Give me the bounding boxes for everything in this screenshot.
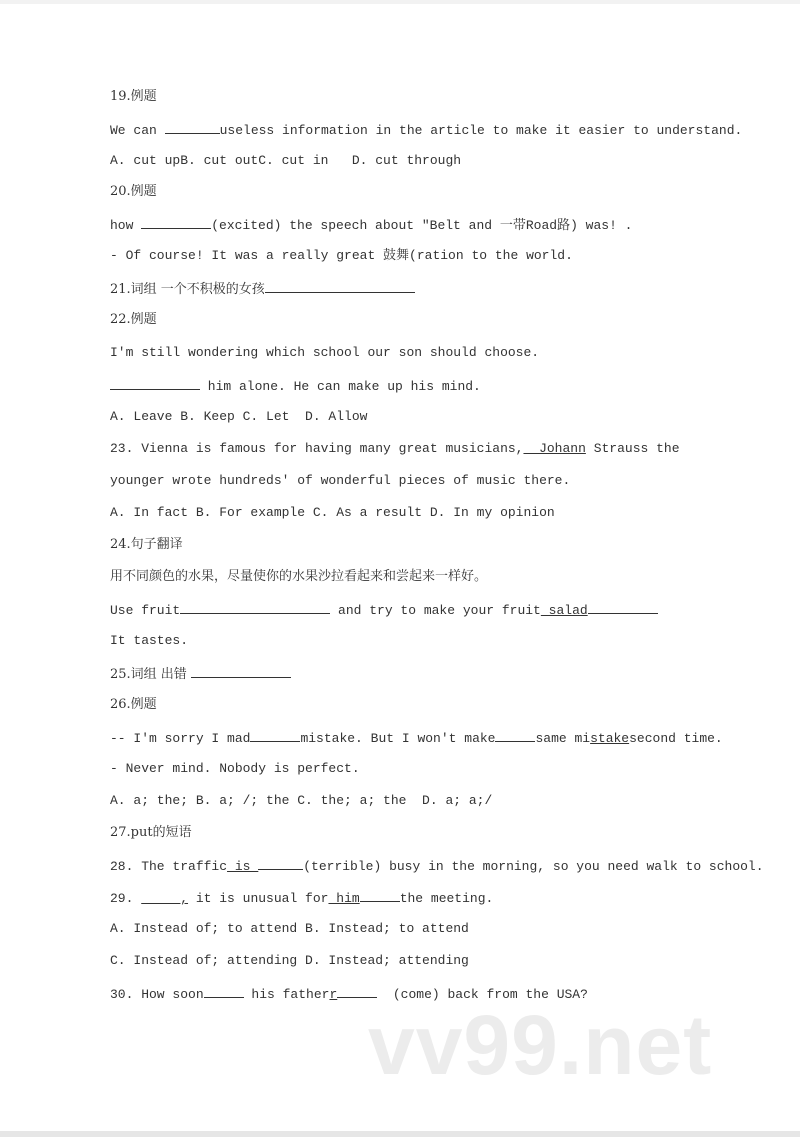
q29-options-ab: A. Instead of; to attend B. Instead; to attend [110,921,469,936]
q19-title: 19.例题 [110,89,157,104]
q24-translation [110,601,658,619]
text: 28. The traffic [110,859,228,874]
text: 21.词组 一个不积极的女孩 [110,282,265,297]
q20-reply: - Of course! It was a really great 鼓舞(ration to the world. [110,248,573,263]
text: it is unusual for [188,891,329,906]
answer-blank[interactable]: salad [540,603,588,618]
text: (come) back from the USA? [377,987,588,1002]
q26-stem [110,729,723,747]
text: the meeting. [399,891,494,906]
answer-blank[interactable] [495,729,535,742]
answer-blank[interactable] [165,121,220,134]
answer-blank[interactable] [337,985,377,998]
q23-options: A. In fact B. For example C. As a result D. In my opinion [110,505,555,520]
text: useless information in the article to make it easier to understand. [219,123,743,138]
answer-blank[interactable] [360,889,400,902]
answer-blank[interactable] [191,665,291,678]
q28 [110,857,764,875]
text: mistake. But I won't make [300,731,496,746]
text: second time. [629,731,723,746]
text: Use fruit [110,603,181,618]
answer-blank[interactable] [141,216,211,229]
answer-blank[interactable]: stake [590,731,630,746]
q23-stem-cont: younger wrote hundreds' of wonderful pieces of music there. [110,473,571,488]
q20-title: 20.例题 [110,184,157,199]
q21 [110,280,415,298]
q20-stem [110,216,632,234]
q19-options: A. cut upB. cut outC. cut in D. cut through [110,153,462,168]
answer-blank[interactable] [265,280,415,293]
answer-blank[interactable] [180,601,330,614]
answer-blank[interactable]: Johann [523,441,586,456]
answer-blank[interactable] [588,601,658,614]
q24-title: 24.句子翻译 [110,537,183,552]
q27: 27.put的短语 [110,825,192,840]
watermark: vv99.net [368,998,713,1092]
text: same mi [535,731,591,746]
q29-stem [110,889,493,907]
text: -- I'm sorry I mad [110,731,251,746]
q24-cont: It tastes. [110,633,189,648]
q29-options-cd: C. Instead of; attending D. Instead; attending [110,953,469,968]
q24-chinese: 用不同颜色的水果，尽量使你的水果沙拉看起来和尝起来一样好。 [110,569,488,584]
q19-stem [110,121,742,139]
answer-blank[interactable]: is_ [227,859,259,874]
text: 29. [110,891,142,906]
text: 30. How soon [110,987,204,1002]
text: 25.词组 出错 [110,667,191,682]
q26-title: 26.例题 [110,697,157,712]
text: (terrible) busy in the morning, so you need walk to school. [303,859,764,874]
text: how [110,218,142,233]
text: We can [110,123,165,138]
q22-title: 22.例题 [110,312,157,327]
answer-blank[interactable]: , [141,891,189,906]
q25 [110,665,291,683]
answer-blank[interactable] [110,377,200,390]
q22-reply [110,377,481,395]
text: (excited) the speech about "Belt and 一带Road路) was! . [211,218,633,233]
answer-blank[interactable] [204,985,244,998]
q22-stem: I'm still wondering which school our son should choose. [110,345,540,360]
text: 23. Vienna is famous for having many great musicians, [110,441,524,456]
answer-blank[interactable]: r [329,987,338,1002]
text: his father [243,987,330,1002]
text: Strauss the [585,441,680,456]
answer-blank[interactable]: him [328,891,360,906]
q22-options: A. Leave B. Keep C. Let D. Allow [110,409,368,424]
page-bottom-edge [0,1131,800,1137]
q26-reply: - Never mind. Nobody is perfect. [110,761,360,776]
answer-blank[interactable] [258,857,303,870]
answer-blank[interactable] [250,729,300,742]
page-top-edge [0,0,800,4]
q26-options: A. a; the; B. a; /; the C. the; a; the D. a; a;/ [110,793,493,808]
text: him alone. He can make up his mind. [200,379,481,394]
q23-stem [110,441,680,457]
text: and try to make your fruit [330,603,541,618]
